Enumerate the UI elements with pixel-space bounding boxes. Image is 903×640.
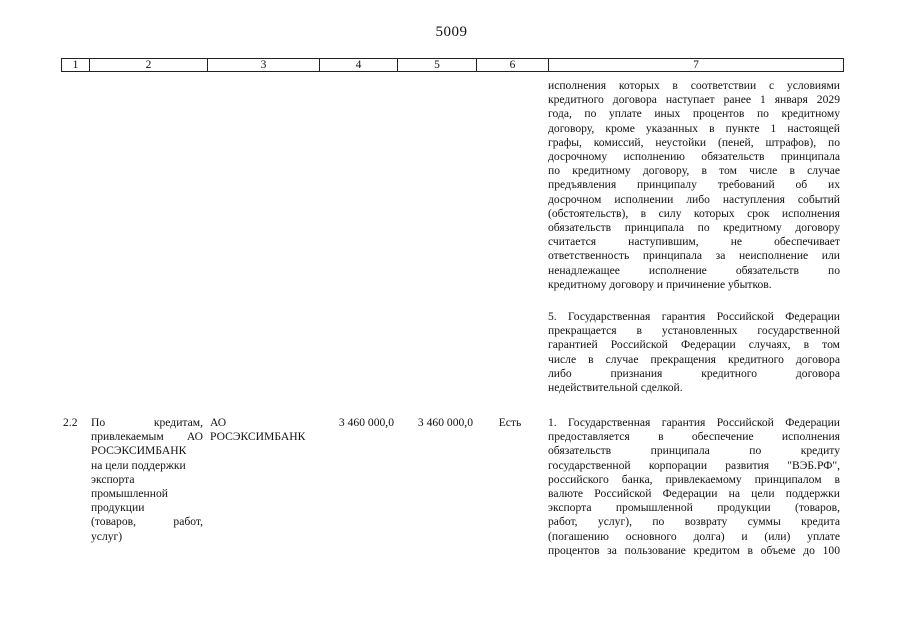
text-line: экспорта промышленной продукции (товаров, [548,501,840,515]
text-line: предоставляется в обеспечение исполнения [548,430,840,444]
header-col-6: 6 [477,59,549,71]
text-line: года, по уплате иных процентов по кредитному [548,107,840,121]
text-line: считается наступившим, не обеспечивает [548,235,840,249]
conditions-cell [548,416,840,558]
row-number: 2.2 [63,416,78,429]
text-line: продукции [91,501,145,515]
text-line: по кредитному договору, в том числе в случае [548,164,840,178]
text-line: на цели поддержки [91,458,186,472]
text-line: промышленной [91,487,168,501]
text-line: числе в случае прекращения кредитного договора [548,352,840,366]
text-line: гарантией Российской Федерации случаях, в том [548,338,840,352]
text-line: услуг) [91,529,123,543]
amount-year: 3 460 000,0 [417,416,473,429]
text-line: (обстоятельств), в силу которых срок исполнения [548,206,840,220]
header-col-7: 7 [693,59,699,71]
text-line: ответственность принципала за неисполнение или [548,249,840,263]
text-line: прекращается в установленных государственной [548,324,840,338]
table-header-row [61,58,844,72]
text-line: 1. Государственная гарантия Российской Федерации [548,416,840,429]
text-line: досрочном исполнении либо наступления событий [548,192,840,206]
text-line: экспорта [91,472,135,486]
amount-total: 3 460 000,0 [338,416,394,429]
table-row [0,416,903,636]
header-col-4: 4 [320,59,398,71]
text-line: договору, кроме указанных в пункте 1 настоящей [548,121,840,135]
header-col-1: 1 [62,59,90,71]
text-line: российского банка, привлекаемому принципалом в [548,472,840,486]
text-line: АО [210,416,227,429]
text-line: процентов за пользование кредитом в объеме до 100 [548,543,840,557]
regress-flag: Есть [498,416,522,429]
text-line: графы, комиссий, неустойки (пеней, штрафов), по [548,135,840,149]
header-col-2: 2 [90,59,208,71]
text-line: 5. Государственная гарантия Российской Федерации [548,310,840,323]
continuation-text [548,79,840,292]
text-line: обязательств принципала по кредитному договору [548,221,840,235]
text-line: обязательств принципала по кредиту [548,444,840,458]
text-line: работ, услуг), по возврату суммы кредита [548,515,840,529]
text-line: исполнения которых в соответствии с условиями [548,79,840,92]
text-line: ненадлежащее исполнение обязательств по [548,263,840,277]
text-line: предъявления принципалу требований об их [548,178,840,192]
text-line: По кредитам, [91,416,203,429]
text-line: досрочному исполнению обязательств принципала [548,150,840,164]
text-line: (погашению основного долга) и (или) уплате [548,529,840,543]
principal-cell [210,416,322,444]
text-line: либо признания кредитного договора [548,366,840,380]
text-line: кредитному договору и причинение убытков. [548,277,772,291]
text-line: (товаров, работ, [91,515,203,529]
text-line: валюте Российской Федерации на цели поддержки [548,487,840,501]
text-line: РОСЭКСИМБАНК [91,444,187,458]
paragraph-5 [548,310,840,395]
text-line: государственной корпорации развития "ВЭБ.РФ", [548,458,840,472]
header-col-5: 5 [398,59,477,71]
text-line: недействительной сделкой. [548,381,683,395]
text-line: привлекаемым АО [91,430,203,444]
header-col-3: 3 [208,59,320,71]
text-line: РОСЭКСИМБАНК [210,430,306,444]
text-line: кредитного договора наступает ранее 1 января 2029 [548,93,840,107]
purpose-cell [91,416,203,544]
page-number: 5009 [435,24,468,40]
